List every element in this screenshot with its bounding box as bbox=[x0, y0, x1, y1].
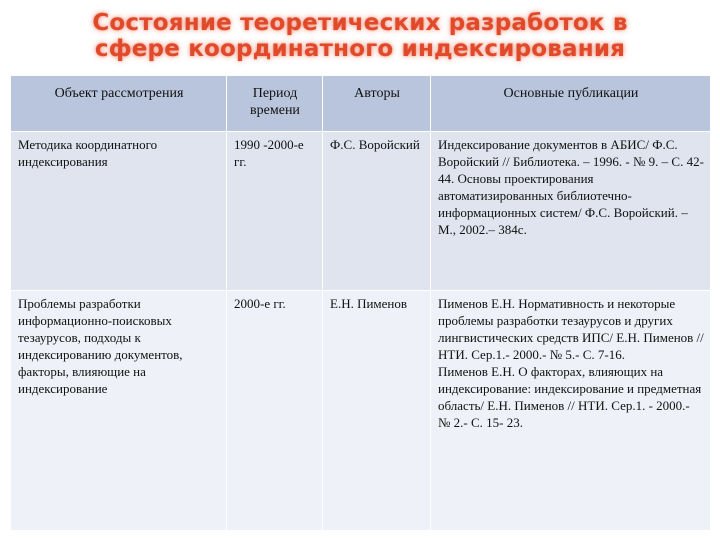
cell-period: 2000-е гг. bbox=[227, 291, 323, 531]
cell-period: 1990 -2000-е гг. bbox=[227, 132, 323, 291]
header-period: Период времени bbox=[227, 76, 323, 132]
slide-title bbox=[0, 10, 720, 62]
header-publications: Основные публикации bbox=[431, 76, 711, 132]
table-row bbox=[11, 291, 711, 531]
cell-publications: Пименов Е.Н. Нормативность и некоторые проблемы разработки тезаурусов и других лингвистических средств ИПС/ Е.Н. Пименов // НТИ. Сер.1.- 2000.- № 5.- С. 7-16. Пименов Е.Н. О факторах, влияющих на индексирование: индексирование и предметная область/ Е.Н. Пименов // НТИ. Сер.1. - 2000.- № 2.- С. 15- 23. bbox=[431, 291, 711, 531]
cell-authors: Е.Н. Пименов bbox=[323, 291, 431, 531]
slide-title-line-1: Состояние теоретических разработок в bbox=[92, 10, 628, 36]
header-authors: Авторы bbox=[323, 76, 431, 132]
cell-publications: Индексирование документов в АБИС/ Ф.С. Воройский // Библиотека. – 1996. - № 9. – С. 42-44. Основы проектирования автоматизированных библиотечно-информационных систем/ Ф.С. Воройский. – М., 2002.– 384с. bbox=[431, 132, 711, 291]
table-header-row bbox=[11, 76, 711, 132]
slide-title-line-2: сфере координатного индексирования bbox=[94, 36, 626, 62]
research-table bbox=[10, 75, 711, 531]
cell-object: Проблемы разработки информационно-поисковых тезаурусов, подходы к индексированию документов, факторы, влияющие на индексирование bbox=[11, 291, 227, 531]
cell-authors: Ф.С. Воройский bbox=[323, 132, 431, 291]
cell-object: Методика координатного индексирования bbox=[11, 132, 227, 291]
table-row bbox=[11, 132, 711, 291]
header-object: Объект рассмотрения bbox=[11, 76, 227, 132]
